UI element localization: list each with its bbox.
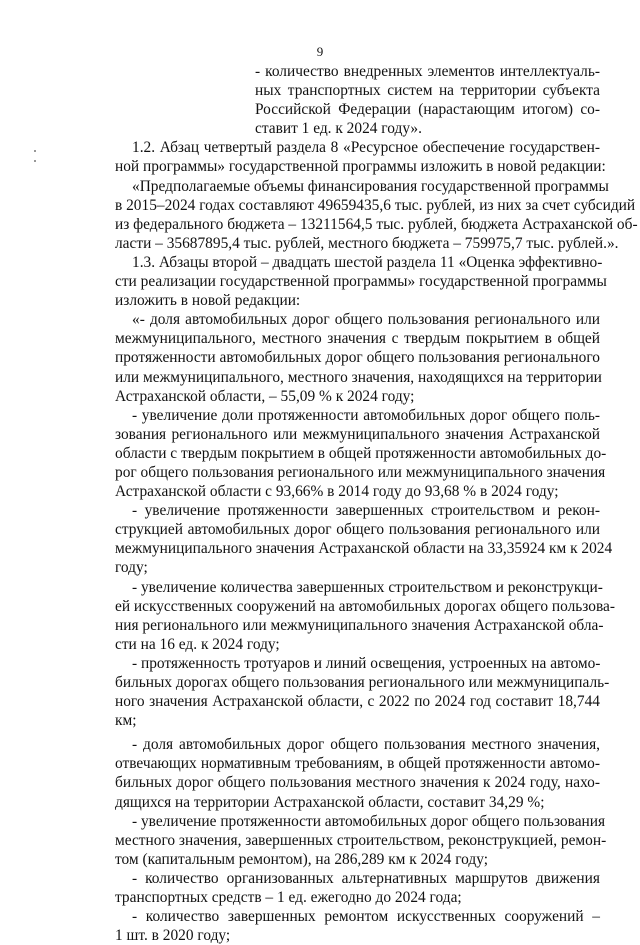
text-line: - количество внедренных элементов интеллектуаль- (255, 63, 600, 80)
text-line: из федерального бюджета – 13211564,5 тыс. рублей, бюджета Астраханской об- (115, 215, 638, 233)
text-line: «- доля автомобильных дорог общего пользования регионального или (132, 311, 600, 329)
text-line: Астраханской области, – 55,09 % к 2024 году; (115, 387, 415, 405)
text-line: бильных дорогах общего пользования регионального или межмуниципаль- (115, 674, 610, 691)
text-line: струкцией автомобильных дорог общего пользования регионального или (115, 521, 600, 539)
text-line: рог общего пользования регионального или межмуниципального значения (115, 463, 606, 481)
text-line: Астраханской области с 93,66% в 2014 году до 93,68 % в 2024 году; (115, 483, 559, 501)
text-line: - увеличение протяженности завершенных строительством и рекон- (132, 502, 600, 520)
text-line: ласти – 35687895,4 тыс. рублей, местного бюджета – 759975,7 тыс. рублей.». (115, 234, 619, 252)
text-line: ного значения Астраханской области, с 2022 по 2024 год составит 18,744 (115, 693, 600, 711)
text-line: межмуниципального значения Астраханской области на 33,35924 км к 2024 (115, 540, 613, 558)
text-line: транспортных средств – 1 ед. ежегодно до 2024 года; (115, 889, 462, 907)
text-line: или межмуниципального, местного значения, находящихся на территории (115, 368, 602, 386)
text-line: 1 шт. в 2020 году; (115, 927, 231, 945)
scan-speck (34, 160, 36, 162)
text-line: отвечающих нормативным требованиям, в общей протяженности автомо- (115, 755, 600, 773)
text-line: межмуниципального, местного значения с твердым покрытием в общей (115, 330, 600, 348)
text-line: протяженности автомобильных дорог общего пользования регионального (115, 349, 600, 367)
text-line: - увеличение количества завершенных строительством и реконструкци- (132, 578, 603, 596)
text-line: 1.2. Абзац четвертый раздела 8 «Ресурсное обеспечение государствен- (132, 139, 600, 157)
text-line: бильных дорог общего пользования местного значения к 2024 году, нахо- (115, 774, 600, 792)
text-line: ей искусственных сооружений на автомобильных дорогах общего пользова- (115, 597, 616, 615)
text-line: «Предполагаемые объемы финансирования государственной программы (132, 177, 609, 195)
text-line: ной программы» государственной программы изложить в новой редакции: (115, 158, 606, 176)
document-body (115, 62, 638, 945)
text-line: км; (115, 712, 137, 730)
page-number: 9 (316, 44, 324, 59)
text-line: - доля автомобильных дорог общего пользования местного значения, (132, 736, 600, 754)
text-line: местного значения, завершенных строительством, реконструкцией, ремон- (115, 831, 607, 849)
text-line: в 2015–2024 годах составляют 49659435,6 тыс. рублей, из них за счет субсидий (115, 196, 636, 214)
text-line: ных транспортных систем на территории субъекта (255, 82, 600, 100)
text-line: - количество организованных альтернативных маршрутов движения (132, 869, 600, 887)
text-line: ставит 1 ед. к 2024 году». (255, 120, 422, 138)
text-line: 1.3. Абзацы второй – двадцать шестой раздела 11 «Оценка эффективно- (132, 253, 603, 271)
text-line: зования регионального или межмуниципального значения Астраханской (115, 425, 600, 443)
text-line: году; (115, 559, 148, 577)
text-line: области с твердым покрытием в общей протяженности автомобильных до- (115, 444, 607, 462)
text-line: - протяженность тротуаров и линий освещения, устроенных на автомо- (132, 654, 601, 672)
text-line: изложить в новой редакции: (115, 292, 301, 310)
text-line: дящихся на территории Астраханской области, составит 34,29 %; (115, 793, 545, 811)
text-line: сти на 16 ед. к 2024 году; (115, 635, 280, 653)
text-line: сти реализации государственной программы» государственной программы (115, 273, 607, 291)
text-line: том (капитальным ремонтом), на 286,289 км к 2024 году; (115, 850, 488, 868)
text-line: - увеличение доли протяженности автомобильных дорог общего поль- (132, 406, 600, 424)
text-line: ния регионального или межмуниципального значения Астраханской обла- (115, 616, 604, 634)
scan-speck (34, 150, 36, 152)
text-line: - количество завершенных ремонтом искусственных сооружений – (132, 908, 600, 926)
text-line: - увеличение протяженности автомобильных дорог общего пользования (132, 812, 606, 830)
text-line: Российской Федерации (нарастающим итогом) со- (255, 101, 600, 119)
